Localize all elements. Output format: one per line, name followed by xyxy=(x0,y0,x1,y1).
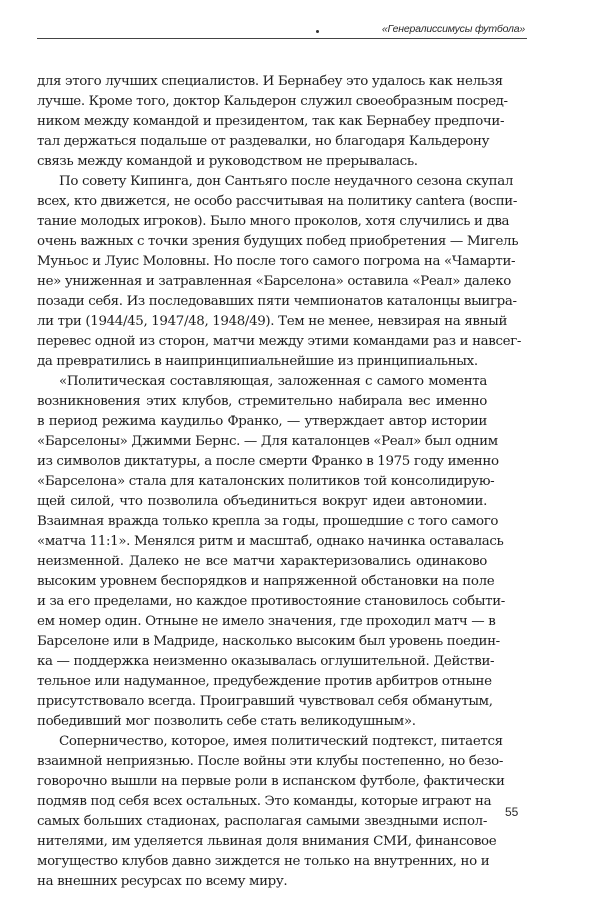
text-line: взаимной неприязнью. После войны эти клубы постепенно, но безо- xyxy=(37,754,504,769)
text-line: «матча 11:1». Менялся ритм и масштаб, однако начинка оставалась xyxy=(37,534,504,549)
scan-speck xyxy=(316,30,319,33)
text-line: в период режима каудильо Франко, — утверждает автор истории xyxy=(37,414,487,429)
text-line: ли три (1944/45, 1947/48, 1948/49). Тем не менее, невзирая на явный xyxy=(37,314,508,329)
text-line: подмяв под себя всех остальных. Это команды, которые играют на xyxy=(37,794,492,809)
text-line: По совету Кипинга, дон Сантьяго после неудачного сезона скупал xyxy=(59,174,513,189)
text-line: Взаимная вражда только крепла за годы, прошедшие с того самого xyxy=(37,514,499,529)
text-line: очень важных с точки зрения будущих побед приобретения — Мигель xyxy=(37,234,519,249)
text-line: ка — поддержка неизменно оказывалась оглушительной. Действи- xyxy=(37,654,495,669)
text-line: всех, кто движется, не особо рассчитывая на политику cantera (воспи- xyxy=(37,194,518,209)
page-number: 55 xyxy=(505,805,519,819)
text-line: тание молодых игроков). Было много проколов, хотя случились и два xyxy=(37,214,510,229)
paragraph-2 xyxy=(37,172,522,372)
text-line: говорочно вышли на первые роли в испанском футболе, фактически xyxy=(37,774,505,789)
text-line: могущество клубов давно зиждется не только на внутренних, но и xyxy=(37,854,490,869)
text-line: на внешних ресурсах по всему миру. xyxy=(37,874,288,889)
text-line: щей силой, что позволила объединиться вокруг идеи автономии. xyxy=(37,494,487,509)
text-line: «Политическая составляющая, заложенная с самого момента xyxy=(59,374,487,389)
text-line: присутствовало всегда. Проигравший чувствовал себя обманутым, xyxy=(37,694,493,709)
paragraph-4 xyxy=(37,732,505,892)
text-line: неизменной. Далеко не все матчи характеризовались одинаково xyxy=(37,554,487,569)
text-line: да превратились в наипринципиальнейшие из принципиальных. xyxy=(37,354,478,369)
text-line: возникновения этих клубов, стремительно набирала вес именно xyxy=(37,394,487,409)
text-line: «Барселоны» Джимми Бернс. — Для каталонцев «Реал» был одним xyxy=(37,434,498,449)
text-line: Барселоне или в Мадриде, насколько высоким был уровень поедин- xyxy=(37,634,500,649)
text-line: ем номер один. Отныне не имело значения, где проходил матч — в xyxy=(37,614,496,629)
text-line: лучше. Кроме того, доктор Кальдерон служил своеобразным посред- xyxy=(37,94,508,109)
text-line: самых больших стадионах, располагая самыми звездными испол- xyxy=(37,814,487,829)
text-line: позади себя. Из последовавших пяти чемпионатов каталонцы выигра- xyxy=(37,294,517,309)
text-line: из символов диктатуры, а после смерти Франко в 1975 году именно xyxy=(37,454,499,469)
text-line: Соперничество, которое, имея политический подтекст, питается xyxy=(59,734,503,749)
text-line: тал держаться подальше от раздевалки, но благодаря Кальдерону xyxy=(37,134,490,149)
text-line: высоким уровнем беспорядков и напряженной обстановки на поле xyxy=(37,574,495,589)
paragraph-1 xyxy=(37,72,508,172)
text-line: «Барселона» стала для каталонских политиков той консолидирую- xyxy=(37,474,495,489)
text-line: Муньос и Луис Моловны. Но после того самого погрома на «Чамарти- xyxy=(37,254,516,269)
text-line: связь между командой и руководством не прерывалась. xyxy=(37,154,418,169)
text-line: победивший мог позволить себе стать великодушным». xyxy=(37,714,416,729)
text-line: нителями, им уделяется львиная доля внимания СМИ, финансовое xyxy=(37,834,497,849)
text-line: перевес одной из сторон, матчи между этими командами раз и навсег- xyxy=(37,334,522,349)
text-line: ником между командой и президентом, так как Бернабеу предпочи- xyxy=(37,114,505,129)
running-header-title: «Генералиссимусы футбола» xyxy=(381,23,525,35)
text-line: и за его пределами, но каждое противостояние становилось событи- xyxy=(37,594,505,609)
text-line: для этого лучших специалистов. И Бернабеу это удалось как нельзя xyxy=(37,74,503,89)
text-line: тельное или надуманное, предубеждение против арбитров отныне xyxy=(37,674,492,689)
running-header xyxy=(37,22,527,39)
paragraph-3-quote xyxy=(37,372,505,732)
text-line: не» униженная и затравленная «Барселона» оставила «Реал» далеко xyxy=(37,274,511,289)
